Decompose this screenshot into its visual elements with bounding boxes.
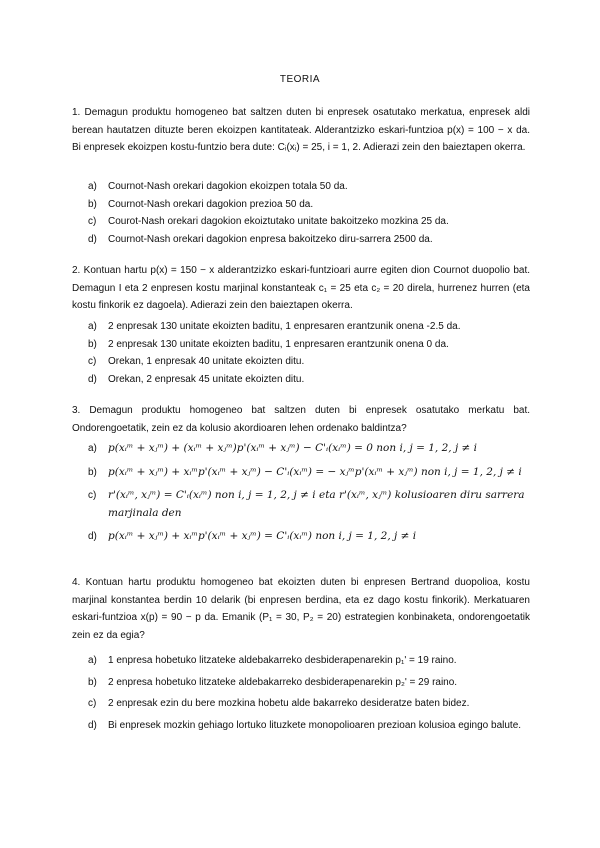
option bbox=[88, 440, 538, 458]
option-letter: d) bbox=[88, 719, 97, 731]
option-text: 2 enpresak ezin du bere mozkina hobetu alde bakarreko desideratze baten bidez. bbox=[108, 698, 470, 709]
option-letter: d) bbox=[88, 233, 97, 245]
option bbox=[88, 231, 538, 249]
question-1-text: 1. Demagun produktu homogeneo bat saltzen duten bi enpresek osatutako merkatua, enpresek aldi berean hautatzen dituzte beren ekoizpen kantitateak. Alderantzizko eskari-funtzioa p(x) = 100 − x da. Bi enpresek ekoizpen kostu-funtzio bera dute: Cᵢ(xᵢ) = 25, i = 1, 2. Adierazi zein den baieztapen okerra. bbox=[72, 107, 530, 153]
option bbox=[88, 336, 538, 354]
option-text: 2 enpresak 130 unitate ekoizten baditu, 1 enpresaren erantzunik onena -2.5 da. bbox=[108, 321, 461, 332]
option-letter: a) bbox=[88, 655, 97, 666]
question-4-options bbox=[88, 652, 538, 734]
option-text: 2 enpresak 130 unitate ekoizten baditu, 1 enpresaren erantzunik onena 0 da. bbox=[108, 338, 449, 350]
option bbox=[88, 717, 538, 735]
question-2-text: 2. Kontuan hartu p(x) = 150 − x alderantzizko eskari-funtzioari aurre egiten dion Cournot duopolio bat. Demagun I eta 2 enpresen kostu marjinal konstanteak c₁ = 25 eta c₂ = 20 direla, hurrenez hurren (eta kostu finkorik ez dagoela). Adierazi zein den baieztapen okerra. bbox=[72, 265, 530, 311]
option-letter: b) bbox=[88, 338, 97, 350]
option-letter: d) bbox=[88, 373, 97, 385]
option bbox=[88, 487, 538, 522]
option-letter: b) bbox=[88, 466, 97, 478]
option-letter: b) bbox=[88, 676, 97, 688]
option bbox=[88, 213, 538, 231]
question-4-text: 4. Kontuan hartu produktu homogeneo bat ekoizten duten bi enpresen Bertrand duopolioa, kostu marjinal konstantea berdin 10 delarik (bi enpresen berdina, eta ez dago kostu finkorik). Merkatuaren eskari-funtzioa x(p) = 90 − p da. Emanik (P₁ = 30, P₂ = 20) estrategien konbinaketa, ondorengoetatik zein ez da egia? bbox=[72, 577, 530, 641]
option-text: Courot-Nash orekari dagokion ekoiztutako unitate bakoitzeko mozkina 25 da. bbox=[108, 216, 449, 227]
page-title: TEORIA bbox=[279, 74, 321, 85]
option-text: Cournot-Nash orekari dagokion prezioa 50 da. bbox=[108, 198, 314, 210]
option-formula: p(xᵢᵐ + xⱼᵐ) + xᵢᵐp'(xᵢᵐ + xⱼᵐ) = C'ᵢ(xᵢᵐ) non i, j = 1, 2, j ≠ i bbox=[108, 530, 417, 542]
option-letter: a) bbox=[88, 181, 97, 192]
option-text: 2 enpresa hobetuko litzateke aldebakarreko desbiderapenarekin p₂' = 29 raino. bbox=[108, 676, 458, 688]
option bbox=[88, 695, 538, 713]
question-3-options bbox=[88, 440, 538, 546]
option bbox=[88, 178, 538, 196]
option-letter: a) bbox=[88, 443, 97, 454]
option-text: Orekan, 2 enpresak 45 unitate ekoizten ditu. bbox=[108, 373, 305, 385]
option-letter: c) bbox=[88, 698, 97, 709]
option-text: 1 enpresa hobetuko litzateke aldebakarreko desbiderapenarekin p₁' = 19 raino. bbox=[108, 655, 457, 666]
option bbox=[88, 371, 538, 389]
question-3-text: 3. Demagun produktu homogeneo bat saltzen duten bi enpresek osatutako merkatu bat. Ondorengoetatik, zein ez da kolusio akordioaren lehen ordenako baldintza? bbox=[72, 405, 530, 434]
option-formula: r'(xᵢᵐ, xⱼᵐ) = C'ᵢ(xᵢᵐ) non i, j = 1, 2, j ≠ i eta r'(xᵢᵐ, xⱼᵐ) kolusioaren diru sarrera marjinala den bbox=[108, 489, 525, 519]
option-letter: c) bbox=[88, 356, 97, 367]
option-letter: c) bbox=[88, 216, 97, 227]
option bbox=[88, 652, 538, 670]
question-1-options bbox=[88, 178, 538, 248]
option-letter: b) bbox=[88, 198, 97, 210]
option bbox=[88, 353, 538, 371]
option-formula: p(xᵢᵐ + xⱼᵐ) + xᵢᵐp'(xᵢᵐ + xⱼᵐ) − C'ᵢ(xᵢᵐ) = − xⱼᵐp'(xᵢᵐ + xⱼᵐ) non i, j = 1, 2, j ≠ i bbox=[108, 465, 522, 478]
option bbox=[88, 674, 538, 692]
option bbox=[88, 318, 538, 336]
option-text: Bi enpresek mozkin gehiago lortuko lituzkete monopolioaren prezioan kolusioa egingo balute. bbox=[108, 719, 522, 731]
option bbox=[88, 196, 538, 214]
option bbox=[88, 464, 538, 482]
option bbox=[88, 528, 538, 546]
option-text: Cournot-Nash orekari dagokion enpresa bakoitzeko diru-sarrera 2500 da. bbox=[108, 233, 433, 245]
option-text: Orekan, 1 enpresak 40 unitate ekoizten ditu. bbox=[108, 356, 305, 367]
option-formula: p(xᵢᵐ + xⱼᵐ) + (xᵢᵐ + xⱼᵐ)p'(xᵢᵐ + xⱼᵐ) − C'ᵢ(xᵢᵐ) = 0 non i, j = 1, 2, j ≠ i bbox=[108, 442, 478, 454]
option-letter: a) bbox=[88, 321, 97, 332]
option-letter: c) bbox=[88, 490, 97, 501]
option-text: Cournot-Nash orekari dagokion ekoizpen totala 50 da. bbox=[108, 181, 348, 192]
question-2-options bbox=[88, 318, 538, 388]
option-letter: d) bbox=[88, 531, 97, 542]
